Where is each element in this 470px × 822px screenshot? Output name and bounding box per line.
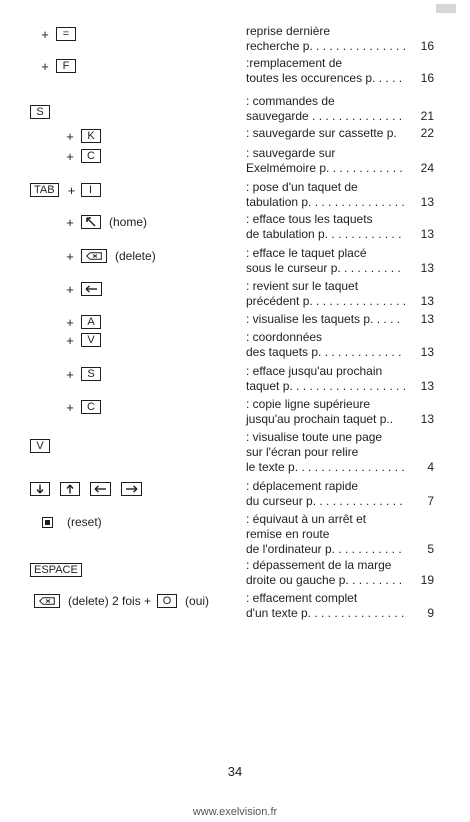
description-text: : sauvegarde sur cassette p.	[246, 126, 397, 140]
description-line	[246, 460, 434, 475]
key-combination	[65, 148, 105, 164]
description-text: : sauvegarde sur	[246, 146, 336, 160]
description-line	[246, 195, 434, 210]
key-combination	[30, 104, 54, 120]
key-c: C	[81, 400, 101, 414]
description-text: jusqu'au prochain taquet p..	[246, 412, 394, 426]
page-reference: 13	[420, 261, 434, 275]
description-line	[246, 126, 434, 141]
page-reference: 7	[427, 494, 434, 508]
description-line	[246, 261, 434, 276]
arrow-right-icon	[121, 482, 142, 496]
key-combination	[40, 58, 80, 74]
description-text: : déplacement rapide	[246, 479, 359, 493]
page-reference: 13	[420, 412, 434, 426]
key-v: V	[30, 439, 50, 453]
description-line	[246, 39, 434, 54]
page-reference: 5	[427, 542, 434, 556]
command-description	[246, 479, 434, 509]
delete-key-icon	[34, 594, 60, 608]
description-text: : revient sur le taquet	[246, 279, 359, 293]
command-description	[246, 94, 434, 124]
description-text: : visualise les taquets p. . . . .	[246, 312, 401, 326]
key-note: (delete) 2 fois +	[68, 594, 152, 608]
page-reference: 13	[420, 345, 434, 359]
key-combination	[30, 481, 152, 497]
key-note: (home)	[109, 215, 148, 229]
page-reference: 16	[420, 71, 434, 85]
page-reference: 13	[420, 195, 434, 209]
key-key: =	[56, 27, 76, 41]
description-text: d'un texte p. . . . . . . . . . . . . . .	[246, 606, 405, 620]
key-i: I	[81, 183, 101, 197]
command-description	[246, 180, 434, 210]
plus-sign: +	[67, 182, 76, 198]
key-tab: TAB	[30, 183, 59, 197]
description-text: sous le curseur p. . . . . . . . . .	[246, 261, 401, 275]
plus-sign: +	[66, 314, 74, 330]
plus-sign: +	[41, 26, 49, 42]
description-line	[246, 558, 434, 573]
description-text: : coordonnées	[246, 330, 323, 344]
description-text: : visualise toute une page	[246, 430, 383, 444]
description-line	[246, 527, 434, 542]
description-text: précédent p. . . . . . . . . . . . . . .	[246, 294, 407, 308]
page-reference: 13	[420, 379, 434, 393]
key-s: S	[81, 367, 101, 381]
arrow-left-icon	[81, 282, 102, 296]
page-reference: 4	[427, 460, 434, 474]
description-text: de l'ordinateur p. . . . . . . . . . .	[246, 542, 402, 556]
description-line	[246, 591, 434, 606]
plus-sign: +	[66, 128, 74, 144]
plus-sign: +	[66, 399, 74, 415]
delete-key-icon	[81, 249, 107, 263]
description-text: le texte p. . . . . . . . . . . . . . . . .	[246, 460, 405, 474]
description-line	[246, 109, 434, 124]
page-reference: 21	[420, 109, 434, 123]
description-text: : pose d'un taquet de	[246, 180, 358, 194]
plus-sign: +	[66, 281, 74, 297]
description-text: droite ou gauche p. . . . . . . . .	[246, 573, 403, 587]
plus-sign: +	[66, 148, 74, 164]
description-line	[246, 445, 434, 460]
description-text: reprise dernière	[246, 24, 331, 38]
description-line	[246, 479, 434, 494]
scan-mark	[436, 4, 456, 13]
description-line	[246, 246, 434, 261]
description-text: remise en route	[246, 527, 330, 541]
description-text: : effacement complet	[246, 591, 358, 605]
description-text: toutes les occurences p. . . . .	[246, 71, 403, 85]
description-text: : copie ligne supérieure	[246, 397, 371, 411]
reset-key-icon	[42, 517, 53, 528]
description-line	[246, 430, 434, 445]
description-line	[246, 279, 434, 294]
key-k: K	[81, 129, 101, 143]
description-text: tabulation p. . . . . . . . . . . . . . .	[246, 195, 405, 209]
description-text: : dépassement de la marge	[246, 558, 392, 572]
command-description	[246, 146, 434, 176]
page-number: 34	[227, 764, 243, 779]
key-v: V	[81, 333, 101, 347]
description-line	[246, 345, 434, 360]
description-line	[246, 330, 434, 345]
key-combination	[65, 314, 105, 330]
command-description	[246, 512, 434, 557]
command-description	[246, 591, 434, 621]
key-note: (delete)	[115, 249, 156, 263]
command-description	[246, 558, 434, 588]
key-c: C	[81, 149, 101, 163]
description-text: du curseur p. . . . . . . . . . . . . .	[246, 494, 403, 508]
description-text: des taquets p. . . . . . . . . . . . .	[246, 345, 402, 359]
plus-sign: +	[66, 332, 74, 348]
key-combination	[65, 214, 147, 230]
page-reference: 9	[427, 606, 434, 620]
key-note: (oui)	[185, 594, 210, 608]
description-text: taquet p. . . . . . . . . . . . . . . . . .	[246, 379, 407, 393]
key-combination	[30, 438, 54, 454]
plus-sign: +	[41, 58, 49, 74]
description-line	[246, 606, 434, 621]
description-text: :remplacement de	[246, 56, 343, 70]
command-description	[246, 279, 434, 309]
description-line	[246, 180, 434, 195]
description-text: sauvegarde . . . . . . . . . . . . . .	[246, 109, 403, 123]
arrow-left-icon	[90, 482, 111, 496]
plus-sign: +	[66, 248, 74, 264]
description-line	[246, 397, 434, 412]
description-text: : équivaut à un arrêt et	[246, 512, 367, 526]
description-text: sur l'écran pour relire	[246, 445, 359, 459]
key-combination	[65, 281, 106, 297]
key-combination	[42, 514, 102, 530]
page-reference: 13	[420, 227, 434, 241]
key-combination	[30, 562, 86, 578]
key-combination	[65, 332, 105, 348]
key-note: (reset)	[67, 515, 102, 529]
page-reference: 19	[420, 573, 434, 587]
description-line	[246, 212, 434, 227]
description-line	[246, 56, 434, 71]
arrow-down-icon	[30, 482, 50, 496]
plus-sign: +	[66, 214, 74, 230]
description-line	[246, 512, 434, 527]
page-reference: 13	[420, 312, 434, 326]
description-line	[246, 364, 434, 379]
command-description	[246, 246, 434, 276]
description-line	[246, 573, 434, 588]
key-s: S	[30, 105, 50, 119]
footer-url: www.exelvision.fr	[192, 806, 278, 818]
description-line	[246, 542, 434, 557]
description-text: : efface tous les taquets	[246, 212, 373, 226]
description-text: : commandes de	[246, 94, 335, 108]
command-description	[246, 24, 434, 54]
page-reference: 16	[420, 39, 434, 53]
arrow-up-icon	[60, 482, 80, 496]
description-line	[246, 312, 434, 327]
description-line	[246, 71, 434, 86]
description-text: Exelmémoire p. . . . . . . . . . . .	[246, 161, 403, 175]
command-description	[246, 212, 434, 242]
description-line	[246, 379, 434, 394]
plus-sign: +	[66, 366, 74, 382]
page-reference: 24	[420, 161, 434, 175]
description-line	[246, 412, 434, 427]
command-description	[246, 330, 434, 360]
home-arrow-icon	[81, 215, 101, 229]
key-combination	[65, 399, 105, 415]
key-combination	[65, 366, 105, 382]
command-description	[246, 126, 434, 141]
key-combination	[34, 593, 209, 609]
command-description	[246, 56, 434, 86]
key-f: F	[56, 59, 76, 73]
key-a: A	[81, 315, 101, 329]
command-description	[246, 397, 434, 427]
command-description	[246, 312, 434, 327]
key-o: O	[157, 594, 177, 608]
page-reference: 13	[420, 294, 434, 308]
description-line	[246, 227, 434, 242]
description-line	[246, 24, 434, 39]
description-text: : efface jusqu'au prochain	[246, 364, 383, 378]
description-line	[246, 94, 434, 109]
description-line	[246, 146, 434, 161]
description-line	[246, 494, 434, 509]
key-espace: ESPACE	[30, 563, 82, 577]
description-line	[246, 294, 434, 309]
key-combination	[65, 248, 156, 264]
description-text: : efface le taquet placé	[246, 246, 367, 260]
command-description	[246, 430, 434, 475]
description-line	[246, 161, 434, 176]
key-combination	[65, 128, 105, 144]
page-reference: 22	[420, 126, 434, 140]
key-combination	[30, 182, 105, 198]
key-combination	[40, 26, 80, 42]
description-text: recherche p. . . . . . . . . . . . . . .	[246, 39, 407, 53]
command-description	[246, 364, 434, 394]
description-text: de tabulation p. . . . . . . . . . . .	[246, 227, 402, 241]
